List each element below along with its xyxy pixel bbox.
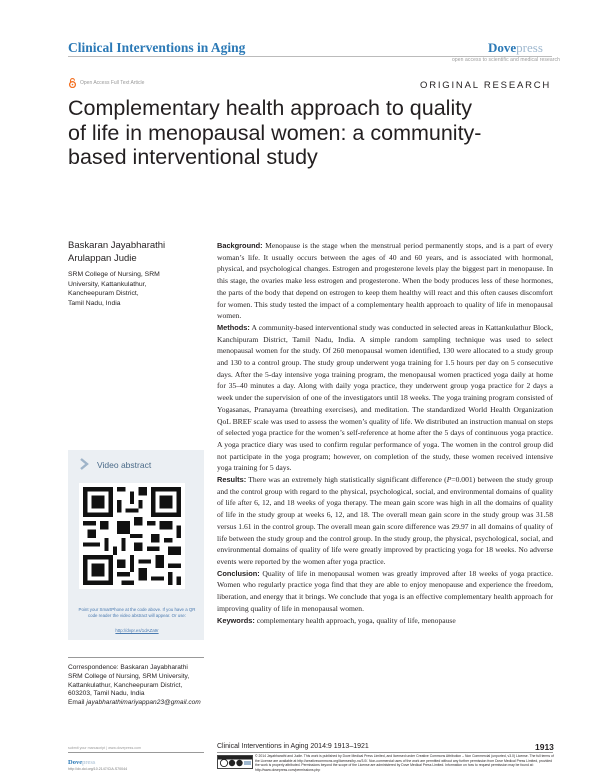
section-text: =0.001) between the study group and the control group with regard to the physical, psychological, social, and environmental domains of quality of life after 6, 12, and 18 weeks of yoga therapy. The mean gain score was high in all the domains of quality of life in the study group at weeks 6, 12, and 18. The overall mean gain score in the study group was 31.58 versus 1.61 in the control group. The overall mean gain score difference was 29.97 in all domains of quality of life between the study group and the control group. In the study group, the physical, psychological, social, and environmental domains of quality of life were greatly improved by practicing yoga for 18 weeks. No adverse events were reported by the women after yoga practice.	[217, 475, 553, 566]
creative-commons-icon[interactable]	[217, 755, 253, 769]
qr-code-icon[interactable]	[79, 483, 185, 589]
correspondence-line: Kattankulathur, Kancheepuram District,	[68, 681, 183, 689]
section-label: Conclusion:	[217, 568, 260, 578]
play-arrow-icon	[78, 457, 92, 471]
abstract-conclusion	[217, 568, 553, 615]
affiliation-line: SRM College of Nursing, SRM	[68, 271, 160, 278]
journal-name: Clinical Interventions in Aging	[68, 40, 246, 55]
correspondence-line: SRM College of Nursing, SRM University,	[68, 672, 190, 680]
correspondence-lead: Correspondence: Baskaran Jayabharathi	[68, 664, 188, 671]
affiliation-line: University, Kattankulathur,	[68, 280, 147, 288]
divider	[68, 657, 204, 658]
email-label: Email	[68, 699, 85, 707]
email-address[interactable]: jayabharathimariyappan23@gmail.com	[86, 699, 201, 707]
affiliation	[68, 270, 198, 308]
section-label: Methods:	[217, 322, 250, 332]
license-text: © 2014 Jayabharathi and Judie. This work is published by Dove Medical Press Limited, and licensed under Creative Commons Attribution – Non Commercial (unported, v3.0) License. The full terms of the License are available at http://creativecommons.org/licenses/by-nc/3.0/. Non-commercial uses of the work are permitted without any further permission from Dove Medical Press Limited, provided the work is properly attributed. Permissions beyond the scope of the License are administered by Dove Medical Press Limited. Information on how to request permission may be found at: http://www.dovepress.com/permissions.php	[255, 754, 554, 772]
section-text: A community-based interventional study was conducted in selected areas in Kattankulathur Block, Kanchipuram District, Tamil Nadu, India. A simple random sampling technique was used to select menopausal women for the study. Of 260 menopausal women identified, 130 were allocated to a study group and 130 to a control group. The study group underwent yoga training for 1.5 hours per day on 5 consecutive days. After the 5-day intensive yoga training program, the menopausal women practiced yoga daily at home for 35–40 minutes a day. Along with daily yoga practice, they underwent group yoga practice for 2 days a week under the supervision of one of the investigators until 18 weeks. The yoga training program consisted of Yogasanas, Pranayama (breathing exercises), and meditation. The standardized World Health Organization QoL BREF scale was used to assess the women’s quality of life. We distributed an instruction manual on steps of selected yoga practice for the women’s self-reference at home after the 5 days of continuous yoga practice. A yoga practice diary was used to confirm regular performance of yoga. The women in the control group did not participate in the yoga program; however, on completion of the study, these women received intensive yoga training for 5 days.	[217, 322, 553, 473]
doi-link[interactable]: http://dx.doi.org/10.2147/CIA.S70044	[68, 767, 128, 771]
section-label: Results:	[217, 475, 247, 485]
abstract-methods	[217, 322, 553, 474]
publisher-bold: Dove	[488, 40, 517, 55]
video-link[interactable]: http://dvpr.es/1dAZa9r	[115, 628, 159, 633]
citation: Clinical Interventions in Aging 2014:9 1913–1921	[217, 743, 369, 750]
video-instruction: Point your SmartPhone at the code above. If you have a QR code reader the video abstract will appear. Or use:	[78, 607, 196, 618]
author-name: Arulappan Judie	[68, 252, 137, 264]
footer-rule	[217, 752, 553, 753]
video-abstract-label[interactable]: Video abstract	[97, 460, 152, 470]
section-text: Menopause is the stage when the menstrual period permanently stops, and is a part of every woman’s life. It usually occurs between the ages of 40 and 60 years, and is associated with hormonal, physical, and psychological changes. Estrogen and progesterone levels play the biggest part in menopause. In this stage, the ovaries make less estrogen and progesterone. When the body produces less of these hormones, the parts of the body that depend on estrogen to keep them healthy will react and this often causes discomfort for women. This study tested the impact of a complementary health approach to quality of life in menopausal women.	[217, 241, 554, 321]
affiliation-line: Tamil Nadu, India	[68, 299, 121, 307]
publisher-bold: Dove	[68, 759, 83, 766]
section-text: There was an extremely high statistically significant difference (	[248, 475, 447, 485]
abstract-results	[217, 474, 553, 568]
article-type: ORIGINAL RESEARCH	[420, 80, 552, 91]
footer-rule	[68, 752, 204, 753]
submit-link[interactable]: submit your manuscript | www.dovepress.com	[68, 746, 142, 750]
author-list	[68, 240, 165, 265]
publisher-tagline: open access to scientific and medical research	[452, 57, 560, 63]
abstract-background	[217, 240, 553, 322]
section-label: Keywords:	[217, 615, 255, 625]
section-text: complementary health approach, yoga, quality of life, menopause	[256, 615, 456, 625]
publisher-light: press	[516, 40, 543, 55]
correspondence-block	[68, 664, 208, 708]
publisher-logo[interactable]	[488, 40, 543, 56]
p-symbol: P	[446, 475, 452, 485]
section-text: Quality of life in menopausal women was greatly improved after 18 weeks of yoga practice. Women who regularly practice yoga find that they are able to enjoy menopause and experience the freedom, liberation, and energy that it brings. We conclude that yoga is an effective complementary health approach for improving quality of life in menopausal women.	[217, 568, 553, 613]
open-access-icon	[68, 78, 77, 88]
page-number: 1913	[535, 742, 554, 752]
correspondence-line: 603203, Tamil Nadu, India	[68, 690, 145, 698]
affiliation-line: Kancheepuram District,	[68, 290, 139, 297]
abstract	[217, 240, 553, 626]
publisher-light: press	[82, 759, 96, 766]
author-name: Baskaran Jayabharathi	[68, 240, 166, 251]
open-access-label: Open Access Full Text Article	[80, 80, 145, 86]
section-label: Background:	[217, 241, 263, 250]
correspondence-email-line	[68, 699, 208, 708]
footer-publisher-logo[interactable]	[68, 759, 95, 766]
abstract-keywords	[217, 615, 553, 627]
article-title: Complementary health approach to quality of life in menopausal women: a community-based interventional study	[68, 96, 482, 169]
